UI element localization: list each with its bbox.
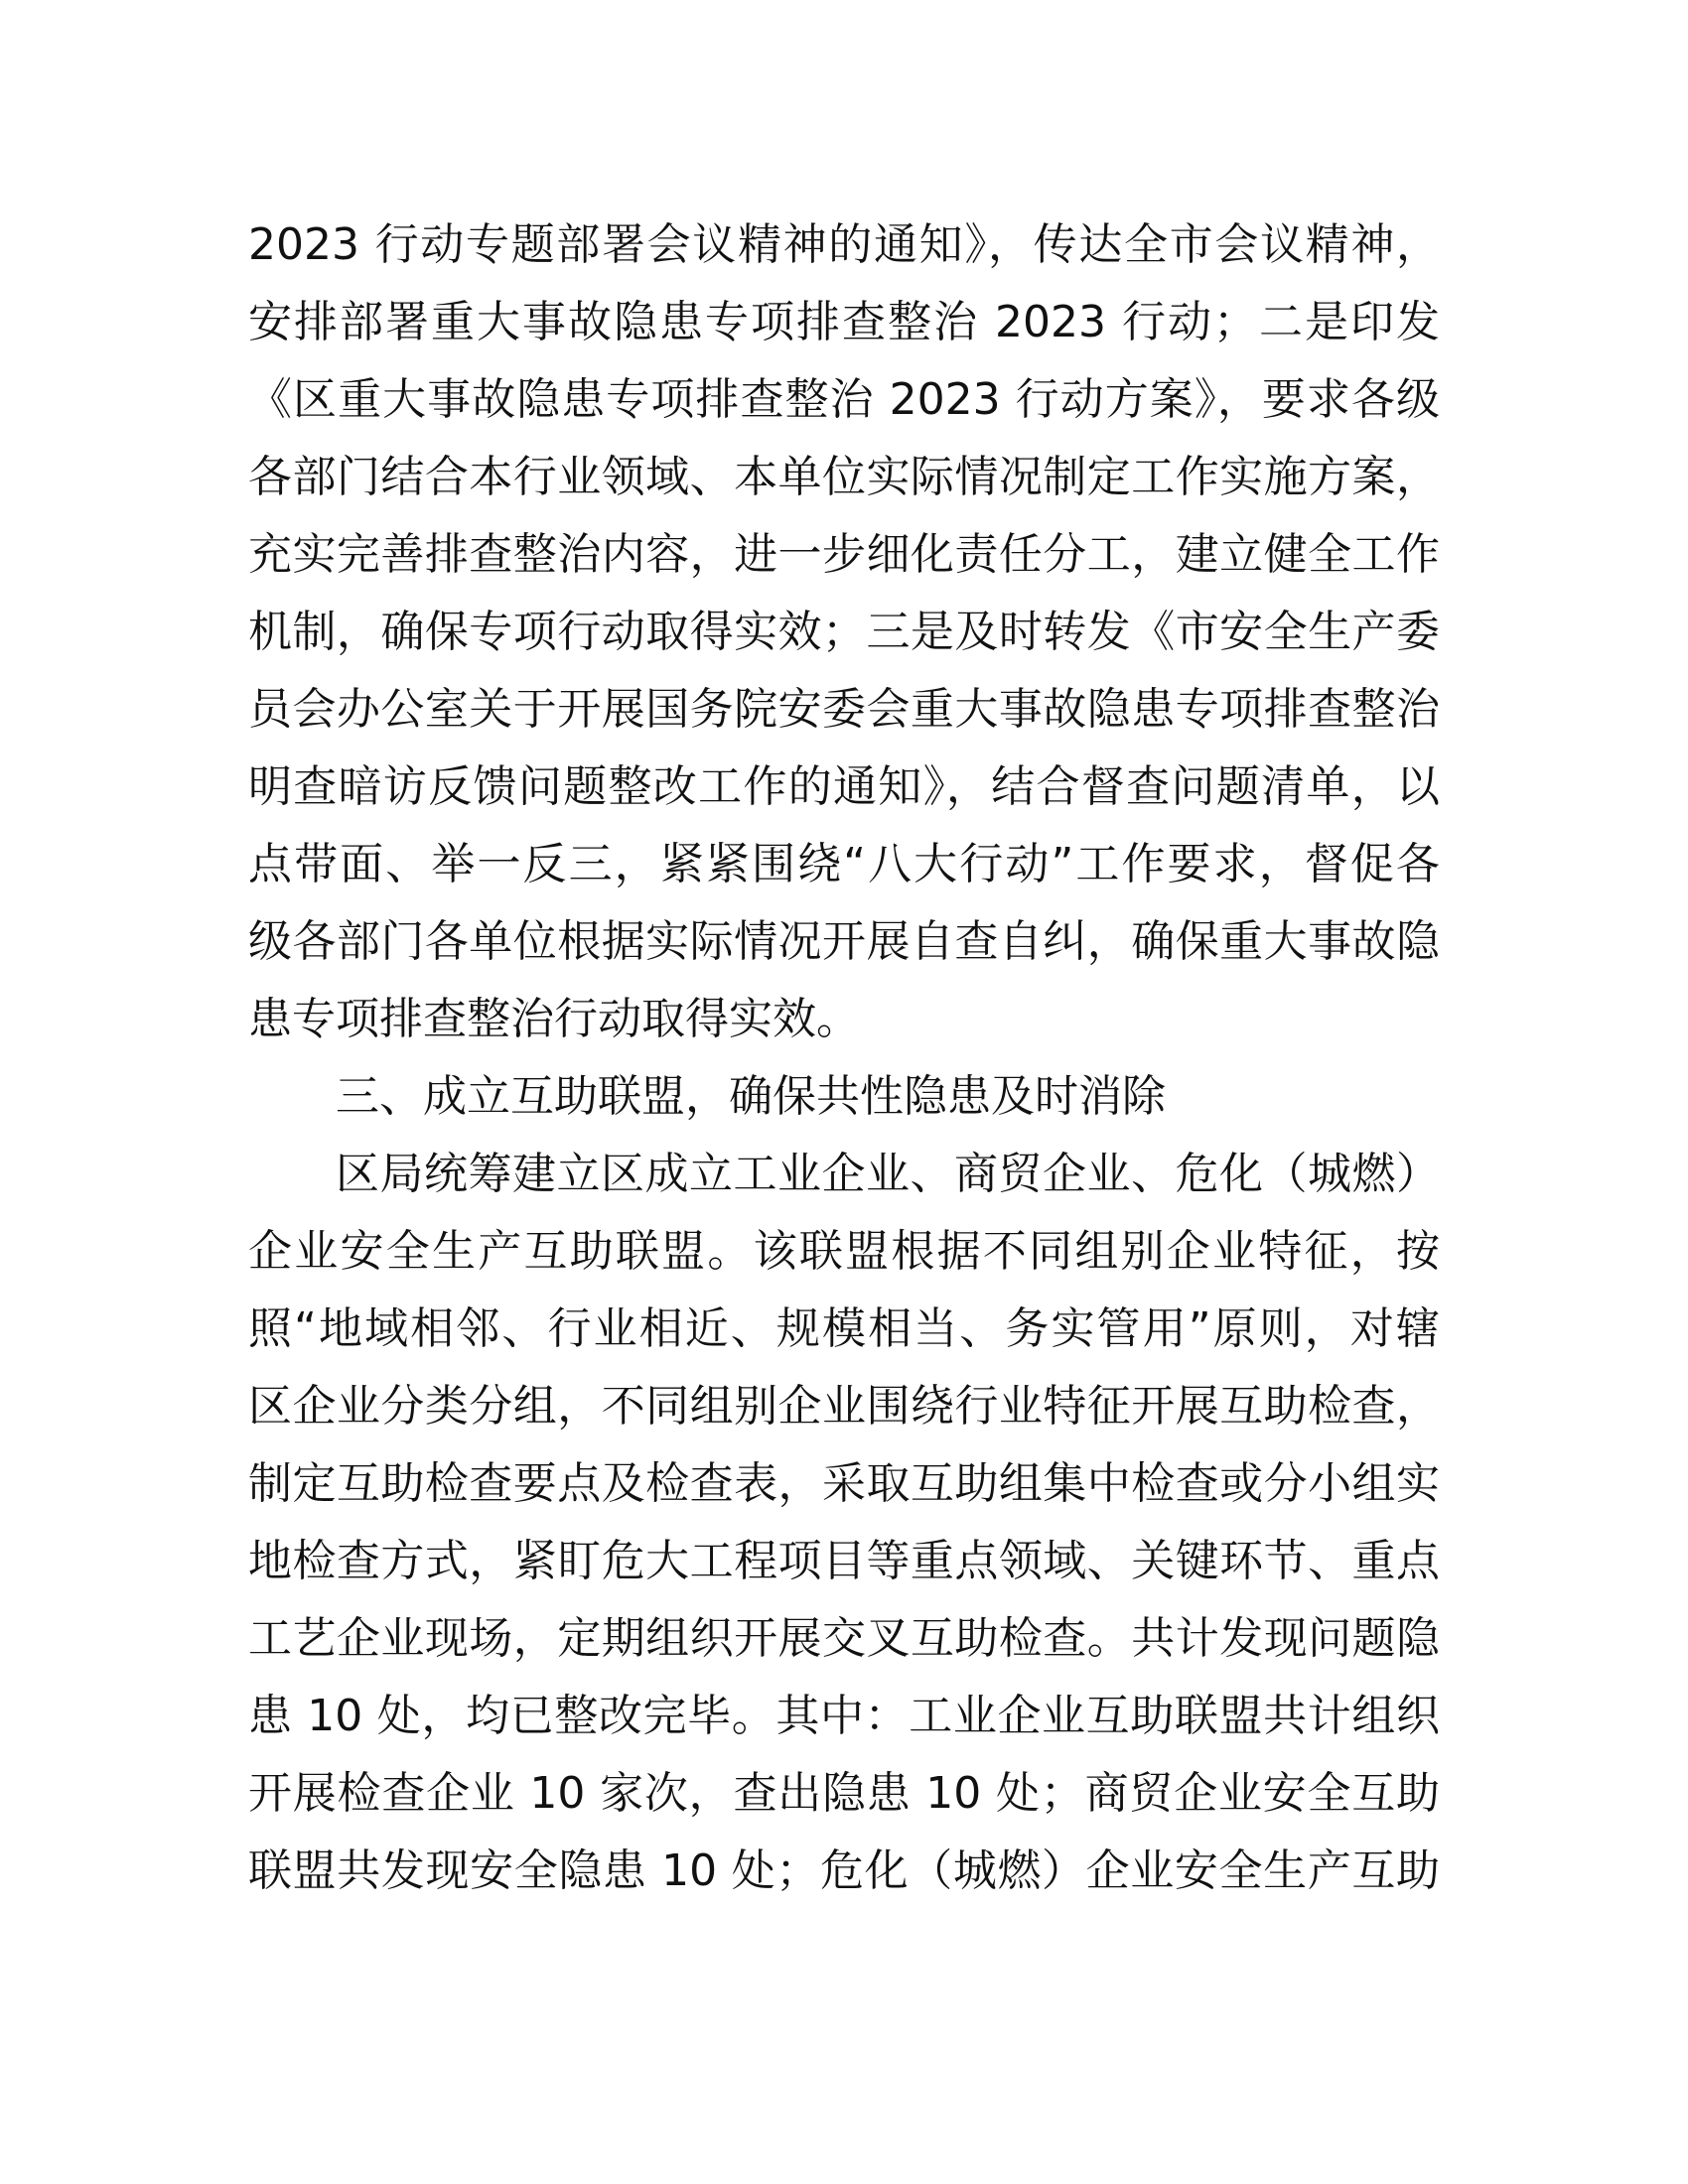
paragraph-line: 制定互助检查要点及检查表，采取互助组集中检查或分小组实 [248, 1458, 1440, 1509]
paragraph-line-first: 区局统筹建立区成立工业企业、商贸企业、危化（城燃） [336, 1149, 1440, 1199]
paragraph-line: 安排部署重大事故隐患专项排查整治 2023 行动；二是印发 [248, 297, 1440, 347]
section-heading-three: 三、成立互助联盟，确保共性隐患及时消除 [336, 1071, 1166, 1122]
paragraph-line: 《区重大事故隐患专项排查整治 2023 行动方案》，要求各级 [248, 374, 1440, 425]
paragraph-line: 照“地域相邻、行业相近、规模相当、务实管用”原则，对辖 [248, 1303, 1440, 1354]
paragraph-line: 级各部门各单位根据实际情况开展自查自纠，确保重大事故隐 [248, 916, 1440, 967]
paragraph-line-last: 患专项排查整治行动取得实效。 [248, 994, 860, 1044]
paragraph-line: 工艺企业现场，定期组织开展交叉互助检查。共计发现问题隐 [248, 1613, 1440, 1664]
paragraph-notice-forwarding [248, 206, 1440, 1058]
paragraph-line: 开展检查企业 10 家次，查出隐患 10 处；商贸企业安全互助 [248, 1768, 1440, 1819]
paragraph-line: 明查暗访反馈问题整改工作的通知》，结合督查问题清单，以 [248, 761, 1440, 812]
paragraph-line: 点带面、举一反三，紧紧围绕“八大行动”工作要求，督促各 [248, 839, 1440, 889]
paragraph-line: 企业安全生产互助联盟。该联盟根据不同组别企业特征，按 [248, 1226, 1440, 1277]
paragraph-line: 患 10 处，均已整改完毕。其中：工业企业互助联盟共计组织 [248, 1691, 1440, 1741]
paragraph-mutual-aid-alliance [248, 1136, 1440, 1910]
paragraph-line: 机制，确保专项行动取得实效；三是及时转发《市安全生产委 [248, 607, 1440, 657]
paragraph-line: 各部门结合本行业领域、本单位实际情况制定工作实施方案， [248, 452, 1440, 502]
paragraph-line: 员会办公室关于开展国务院安委会重大事故隐患专项排查整治 [248, 684, 1440, 735]
paragraph-line: 区企业分类分组，不同组别企业围绕行业特征开展互助检查， [248, 1381, 1440, 1432]
paragraph-line: 充实完善排查整治内容，进一步细化责任分工，建立健全工作 [248, 529, 1440, 580]
paragraph-line: 联盟共发现安全隐患 10 处；危化（城燃）企业安全生产互助 [248, 1845, 1440, 1896]
paragraph-line: 地检查方式，紧盯危大工程项目等重点领域、关键环节、重点 [248, 1536, 1440, 1586]
document-body [248, 206, 1440, 1910]
paragraph-line: 2023 行动专题部署会议精神的通知》，传达全市会议精神， [248, 219, 1440, 270]
